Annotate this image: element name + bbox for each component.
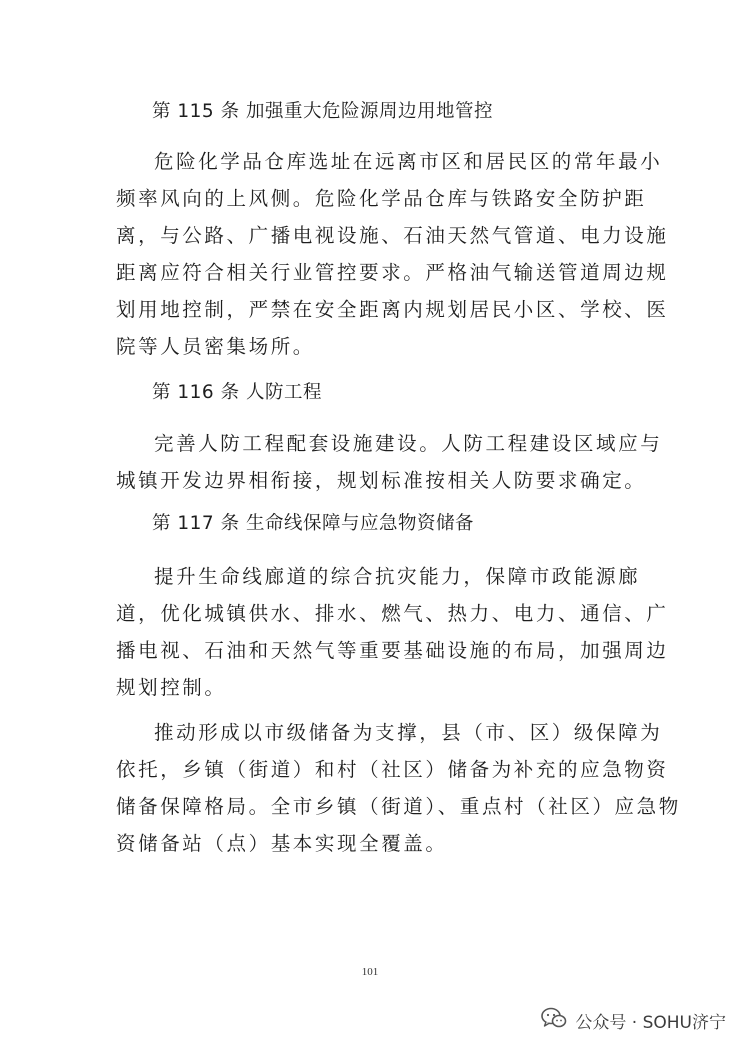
- paragraph: [116, 714, 681, 862]
- paragraph: [116, 425, 663, 499]
- section-heading: 第 115 条 加强重大危险源周边用地管控: [152, 101, 493, 122]
- text-line: 依托，乡镇（街道）和村（社区）储备为补充的应急物资: [116, 758, 669, 781]
- section-heading: 第 117 条 生命线保障与应急物资储备: [152, 513, 474, 534]
- text-line: 资储备站（点）基本实现全覆盖。: [116, 832, 448, 855]
- text-line: 城镇开发边界相衔接，规划标准按相关人防要求确定。: [116, 469, 647, 492]
- text-line: 规划控制。: [116, 676, 227, 699]
- text-line: 频率风向的上风侧。危险化学品仓库与铁路安全防护距: [116, 187, 647, 210]
- watermark-text: 公众号 · SOHU济宁: [575, 1013, 726, 1033]
- text-line: 院等人员密集场所。: [116, 335, 315, 358]
- section-heading: 第 116 条 人防工程: [152, 382, 322, 403]
- page-number: 101: [361, 966, 379, 978]
- paragraph: [116, 558, 669, 706]
- text-line: 推动形成以市级储备为支撑，县（市、区）级保障为: [154, 721, 663, 744]
- text-line: 划用地控制，严禁在安全距离内规划居民小区、学校、医: [116, 298, 669, 321]
- section-115: [116, 96, 669, 365]
- section-117: [116, 508, 681, 862]
- text-line: 完善人防工程配套设施建设。人防工程建设区域应与: [154, 432, 663, 455]
- text-line: 离，与公路、广播电视设施、石油天然气管道、电力设施: [116, 224, 669, 247]
- text-line: 提升生命线廊道的综合抗灾能力，保障市政能源廊: [154, 565, 641, 588]
- text-line: 储备保障格局。全市乡镇（街道）、重点村（社区）应急物: [116, 795, 681, 818]
- text-line: 距离应符合相关行业管控要求。严格油气输送管道周边规: [116, 261, 669, 284]
- text-line: 播电视、石油和天然气等重要基础设施的布局，加强周边: [116, 639, 669, 662]
- section-116: [116, 377, 663, 499]
- paragraph: [116, 143, 669, 365]
- wechat-icon: [541, 1007, 567, 1034]
- watermark: [541, 1007, 726, 1034]
- text-line: 道，优化城镇供水、排水、燃气、热力、电力、通信、广: [116, 602, 669, 625]
- text-line: 危险化学品仓库选址在远离市区和居民区的常年最小: [154, 150, 663, 173]
